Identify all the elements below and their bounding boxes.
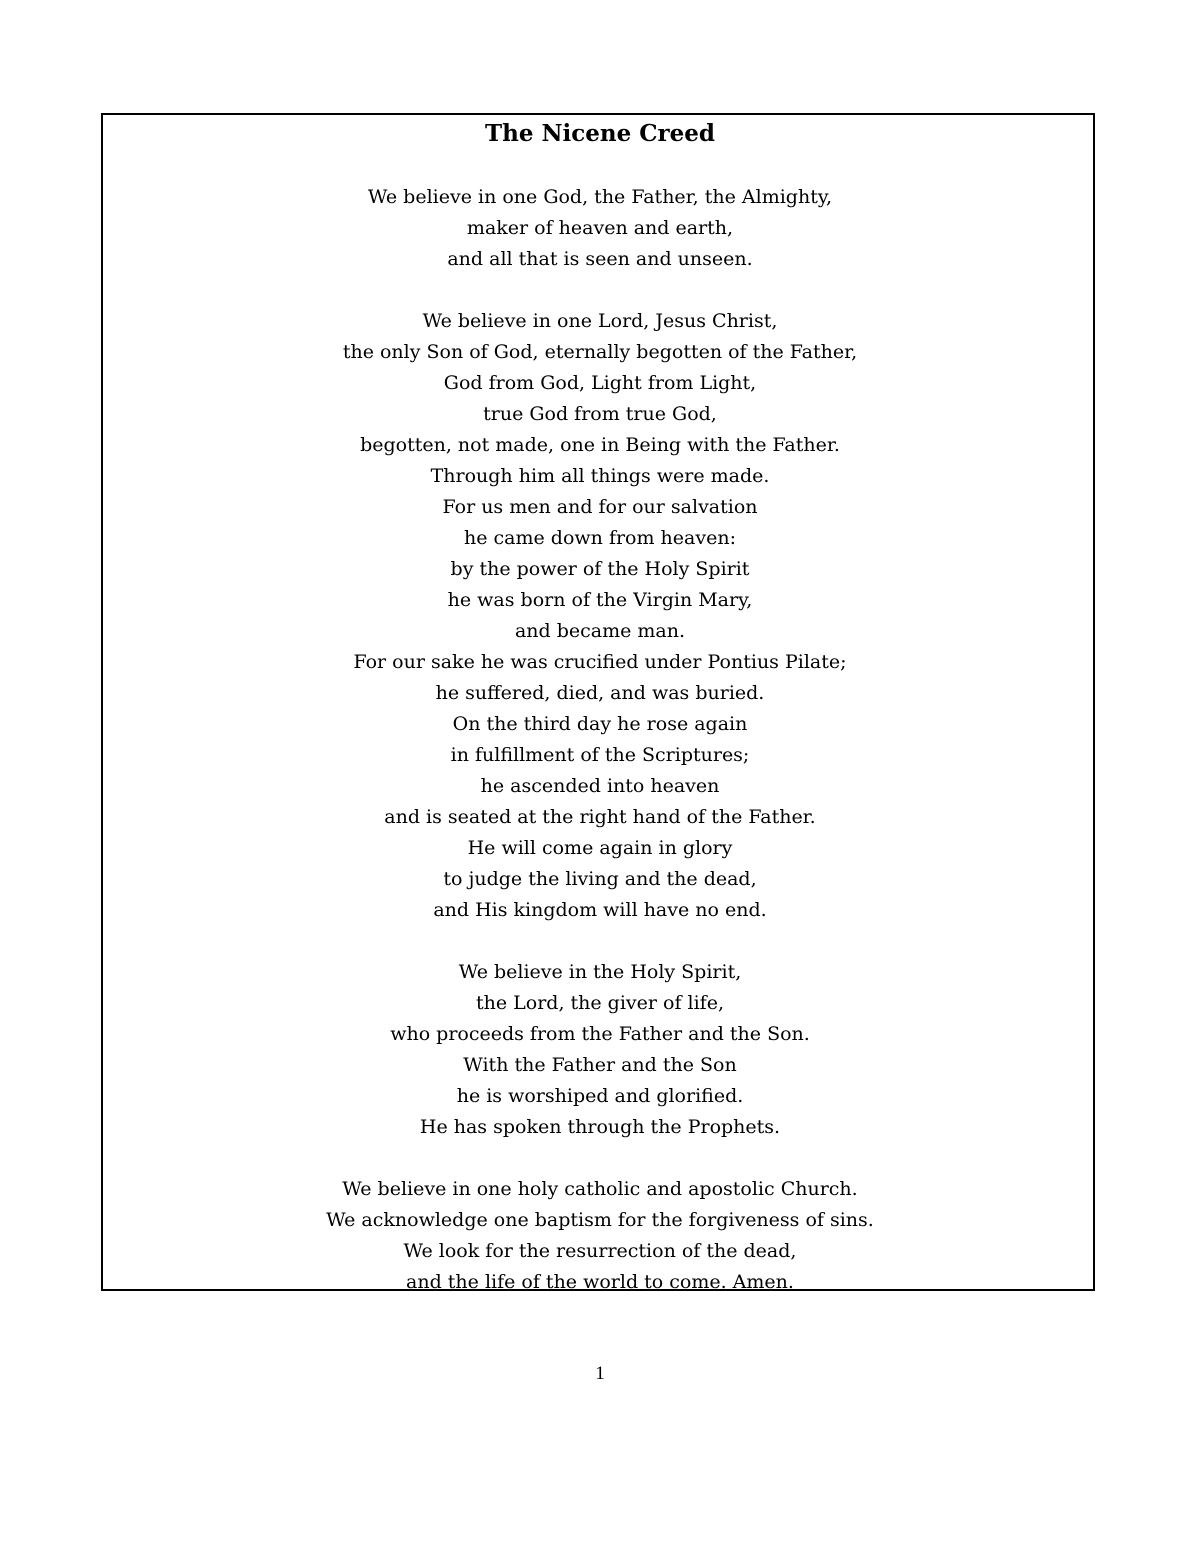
creed-line: and His kingdom will have no end. bbox=[433, 899, 767, 921]
creed-line: On the third day he rose again bbox=[452, 713, 748, 735]
creed-line: who proceeds from the Father and the Son. bbox=[390, 1023, 810, 1045]
creed-line: and the life of the world to come. Amen. bbox=[406, 1271, 794, 1293]
creed-line: true God from true God, bbox=[483, 403, 717, 425]
stanza-2 bbox=[0, 306, 1200, 926]
creed-line: he was born of the Virgin Mary, bbox=[447, 589, 753, 611]
stanza-1 bbox=[0, 182, 1200, 275]
creed-line: and became man. bbox=[514, 620, 686, 642]
creed-line: he suffered, died, and was buried. bbox=[435, 682, 765, 704]
creed-line: and is seated at the right hand of the Father. bbox=[384, 806, 816, 828]
creed-line: to judge the living and the dead, bbox=[443, 868, 757, 890]
creed-line: the Lord, the giver of life, bbox=[475, 992, 724, 1014]
creed-line: maker of heaven and earth, bbox=[466, 217, 734, 239]
stanza-3 bbox=[0, 957, 1200, 1143]
creed-line: For us men and for our salvation bbox=[442, 496, 758, 518]
creed-line: We believe in one Lord, Jesus Christ, bbox=[422, 310, 778, 332]
creed-line: in fulfillment of the Scriptures; bbox=[450, 744, 750, 766]
creed-line: He will come again in glory bbox=[467, 837, 733, 859]
creed-line: begotten, not made, one in Being with the Father. bbox=[360, 434, 840, 456]
creed-line: We believe in one God, the Father, the Almighty, bbox=[367, 186, 833, 208]
creed-line: We believe in one holy catholic and apostolic Church. bbox=[342, 1178, 858, 1200]
creed-line: We believe in the Holy Spirit, bbox=[458, 961, 742, 983]
creed-line: Through him all things were made. bbox=[430, 465, 770, 487]
stanza-4 bbox=[0, 1174, 1200, 1298]
page-number: 1 bbox=[595, 1363, 605, 1384]
creed-line: he came down from heaven: bbox=[464, 527, 736, 549]
creed-line: by the power of the Holy Spirit bbox=[450, 558, 750, 580]
creed-line: He has spoken through the Prophets. bbox=[419, 1116, 781, 1138]
creed-text bbox=[0, 182, 1200, 1298]
document-title: The Nicene Creed bbox=[484, 120, 715, 147]
creed-line: We acknowledge one baptism for the forgiveness of sins. bbox=[326, 1209, 874, 1231]
creed-line: With the Father and the Son bbox=[463, 1054, 737, 1076]
creed-line: the only Son of God, eternally begotten of the Father, bbox=[342, 341, 858, 363]
creed-line: For our sake he was crucified under Pontius Pilate; bbox=[353, 651, 847, 673]
creed-line: he ascended into heaven bbox=[480, 775, 720, 797]
creed-line: We look for the resurrection of the dead, bbox=[403, 1240, 797, 1262]
creed-line: God from God, Light from Light, bbox=[443, 372, 757, 394]
creed-line: and all that is seen and unseen. bbox=[447, 248, 753, 270]
creed-line: he is worshiped and glorified. bbox=[456, 1085, 744, 1107]
